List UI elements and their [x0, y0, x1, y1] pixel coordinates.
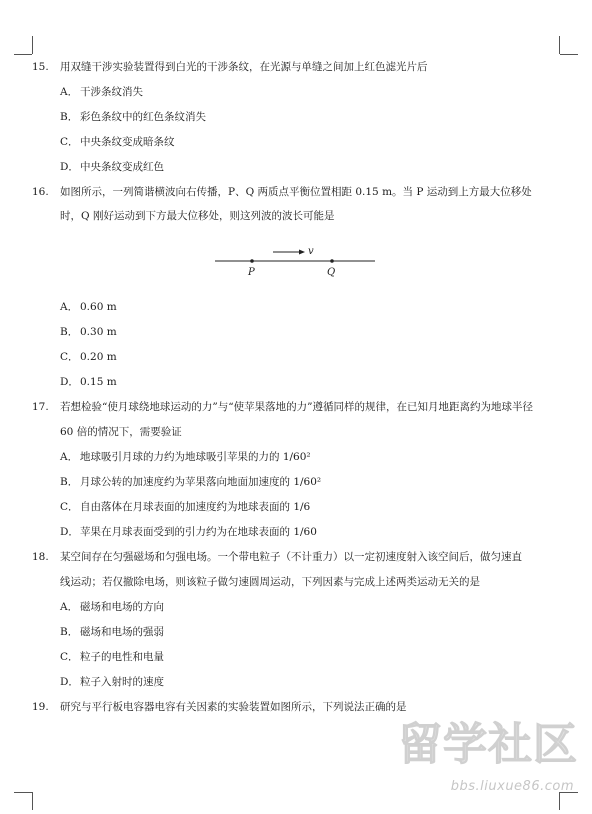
question-text: 若想检验“使月球绕地球运动的力”与“使苹果落地的力”遵循同样的规律，在已知月地距离约为地球半径: [60, 401, 533, 413]
wave-figure: [215, 240, 380, 280]
question-15: [32, 60, 428, 74]
question-text: 研究与平行板电容器电容有关因素的实验装置如图所示，下列说法正确的是: [60, 701, 407, 713]
question-text: 某空间存在匀强磁场和匀强电场。一个带电粒子（不计重力）以一定初速度射入该空间后，做匀速直: [60, 551, 522, 563]
question-number: 15.: [32, 61, 49, 73]
option-17-a: A． 地球吸引月球的力约为地球吸引苹果的力的 1/60²: [60, 451, 311, 463]
watermark-logo: 留学社区: [398, 719, 578, 770]
question-18-continued: 线运动；若仅撤除电场，则该粒子做匀速圆周运动，下列因素与完成上述两类运动无关的是: [60, 576, 480, 588]
option-15-a: A． 干涉条纹消失: [60, 86, 143, 98]
option-18-a: A． 磁场和电场的方向: [60, 601, 164, 613]
crop-mark-top-left-v: [32, 36, 33, 54]
watermark-url: bbs.liuxue86.com: [450, 779, 574, 794]
option-16-a: A． 0.60 m: [60, 301, 117, 313]
crop-mark-top-right-h: [560, 54, 578, 55]
option-18-d: D．粒子入射时的速度: [60, 676, 164, 688]
question-number: 18.: [32, 551, 49, 563]
option-17-c: C．自由落体在月球表面的加速度约为地球表面的 1/6: [60, 501, 311, 513]
option-16-c: C．0.20 m: [60, 351, 117, 363]
crop-mark-bottom-right-v: [559, 792, 560, 810]
option-18-c: C．粒子的电性和电量: [60, 651, 164, 663]
crop-mark-top-left-h: [14, 54, 32, 55]
velocity-arrowhead: [299, 250, 305, 255]
question-number: 16.: [32, 186, 49, 198]
question-17: [32, 400, 533, 414]
point-q-dot: [330, 259, 334, 263]
option-16-d: D．0.15 m: [60, 376, 117, 388]
crop-mark-bottom-left-v: [32, 792, 33, 810]
point-p-dot: [250, 259, 254, 263]
option-16-b: B． 0.30 m: [60, 326, 117, 338]
option-18-b: B． 磁场和电场的强弱: [60, 626, 164, 638]
option-17-b: B． 月球公转的加速度约为苹果落向地面加速度的 1/60²: [60, 476, 322, 488]
question-16: [32, 185, 532, 199]
option-15-b: B． 彩色条纹中的红色条纹消失: [60, 111, 206, 123]
question-text: 用双缝干涉实验装置得到白光的干涉条纹，在光源与单缝之间加上红色滤光片后: [60, 61, 428, 73]
question-number: 19.: [32, 701, 49, 713]
crop-mark-top-right-v: [559, 36, 560, 54]
option-17-d: D．苹果在月球表面受到的引力约为在地球表面的 1/60: [60, 526, 317, 538]
question-17-continued: 60 倍的情况下，需要验证: [60, 426, 182, 438]
question-16-continued: 时，Q 刚好运动到下方最大位移处，则这列波的波长可能是: [60, 210, 335, 222]
velocity-label: v: [308, 246, 314, 257]
question-text: 如图所示，一列简谐横波向右传播，P、Q 两质点平衡位置相距 0.15 m。当 P 运动到上方最大位移处: [60, 186, 532, 198]
question-19: [32, 700, 407, 714]
question-18: [32, 550, 522, 564]
option-15-c: C．中央条纹变成暗条纹: [60, 136, 175, 148]
option-15-d: D．中央条纹变成红色: [60, 161, 164, 173]
question-number: 17.: [32, 401, 49, 413]
crop-mark-bottom-left-h: [14, 792, 32, 793]
point-p-label: P: [248, 267, 255, 278]
point-q-label: Q: [327, 267, 336, 278]
